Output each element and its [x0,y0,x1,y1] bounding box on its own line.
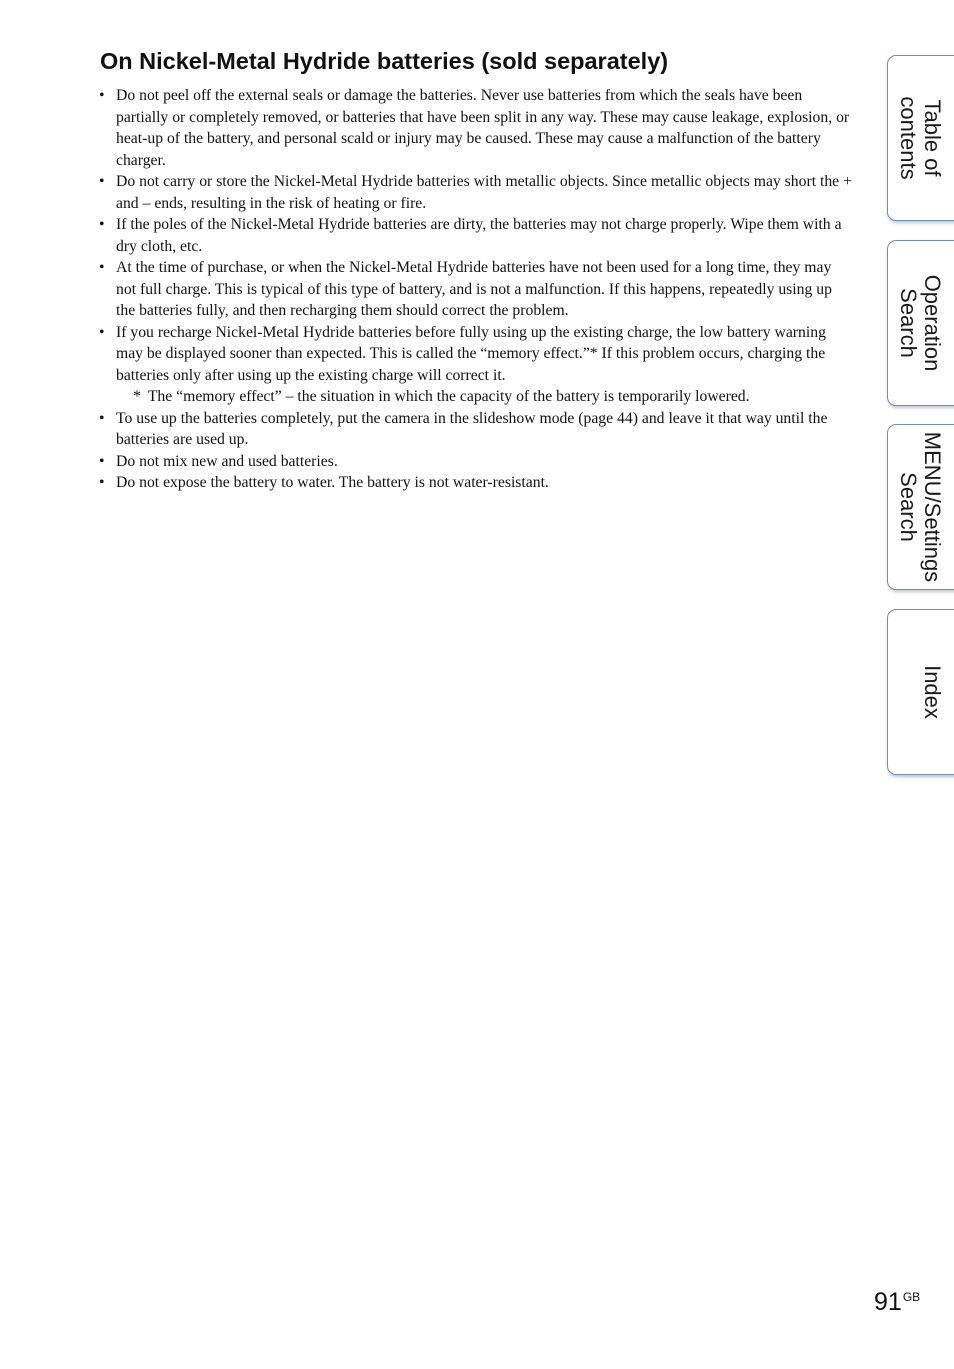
bullet-icon: • [99,323,105,341]
list-item-text: At the time of purchase, or when the Nickel-Metal Hydride batteries have not been used for a long time, they may not full charge. This is typical of this type of battery, and is not a malfunction. If this happens, repeatedly using up the batteries fully, and then recharging them should correct the problem. [116,259,832,319]
tab-label-line: contents [896,96,921,180]
tab-label-line: MENU/Settings [920,431,945,583]
footnote-marker: * [133,388,141,405]
bullet-icon: • [99,259,105,276]
page-number-value: 91 [874,1288,902,1316]
list-item-text: If you recharge Nickel-Metal Hydride batteries before fully using up the existing charge, the low battery warning may be displayed sooner than expected. This is called the “memory effect.”* If this problem occurs, charging the batteries only after using up the existing charge will correct it. [116,323,826,384]
tab-label [896,58,944,218]
list-item-text: Do not expose the battery to water. The battery is not water-resistant. [116,474,549,491]
tab-index[interactable] [887,609,954,775]
footnote-text: The “memory effect” – the situation in which the capacity of the battery is temporarily lowered. [147,388,750,405]
page-title: On Nickel-Metal Hydride batteries (sold separately) [100,48,669,74]
list-item [99,408,854,451]
bullet-icon: • [99,173,105,190]
tab-label [920,612,944,772]
bullet-list [99,85,854,494]
list-item-text: Do not peel off the external seals or damage the batteries. Never use batteries from which the seals have been partially or completely removed, or batteries that have been split in any way. These may cause leakage, explosion, or heat-up of the battery, and personal scald or injury may be caused. These may cause a malfunction of the battery charger. [116,87,850,169]
list-item [99,322,854,408]
list-item-text: Do not mix new and used batteries. [116,452,338,470]
tab-operation-search[interactable] [887,240,954,406]
tab-label-line: Index [920,665,945,719]
bullet-icon: • [99,474,105,491]
tab-label [896,427,944,587]
list-item [99,257,854,322]
bullet-icon: • [99,409,105,427]
tab-table-of-contents[interactable] [887,55,954,221]
page-number [874,1288,920,1317]
footnote [116,386,854,408]
list-item [99,472,854,494]
list-item [99,214,854,257]
bullet-icon: • [99,452,105,470]
list-item [99,451,854,473]
list-item-text: To use up the batteries completely, put the camera in the slideshow mode (page 44) and leave it that way until the batteries are used up. [116,409,828,448]
list-item-text: Do not carry or store the Nickel-Metal Hydride batteries with metallic objects. Since metallic objects may short the + and – ends, resulting in the risk of heating or fire. [116,173,852,212]
tab-menu-settings-search[interactable] [887,424,954,590]
tab-label-line: Search [896,288,921,358]
bullet-icon: • [99,87,105,104]
list-item-text: If the poles of the Nickel-Metal Hydride batteries are dirty, the batteries may not charge properly. Wipe them with a dry cloth, etc. [116,216,842,255]
bullet-icon: • [99,216,105,233]
list-item [99,85,854,171]
list-item [99,171,854,214]
tab-label [896,243,944,403]
tab-label-line: Table of [920,99,945,177]
tab-label-line: Operation [920,274,945,372]
tab-label-line: Search [896,472,921,542]
page-number-suffix: GB [902,1290,921,1304]
